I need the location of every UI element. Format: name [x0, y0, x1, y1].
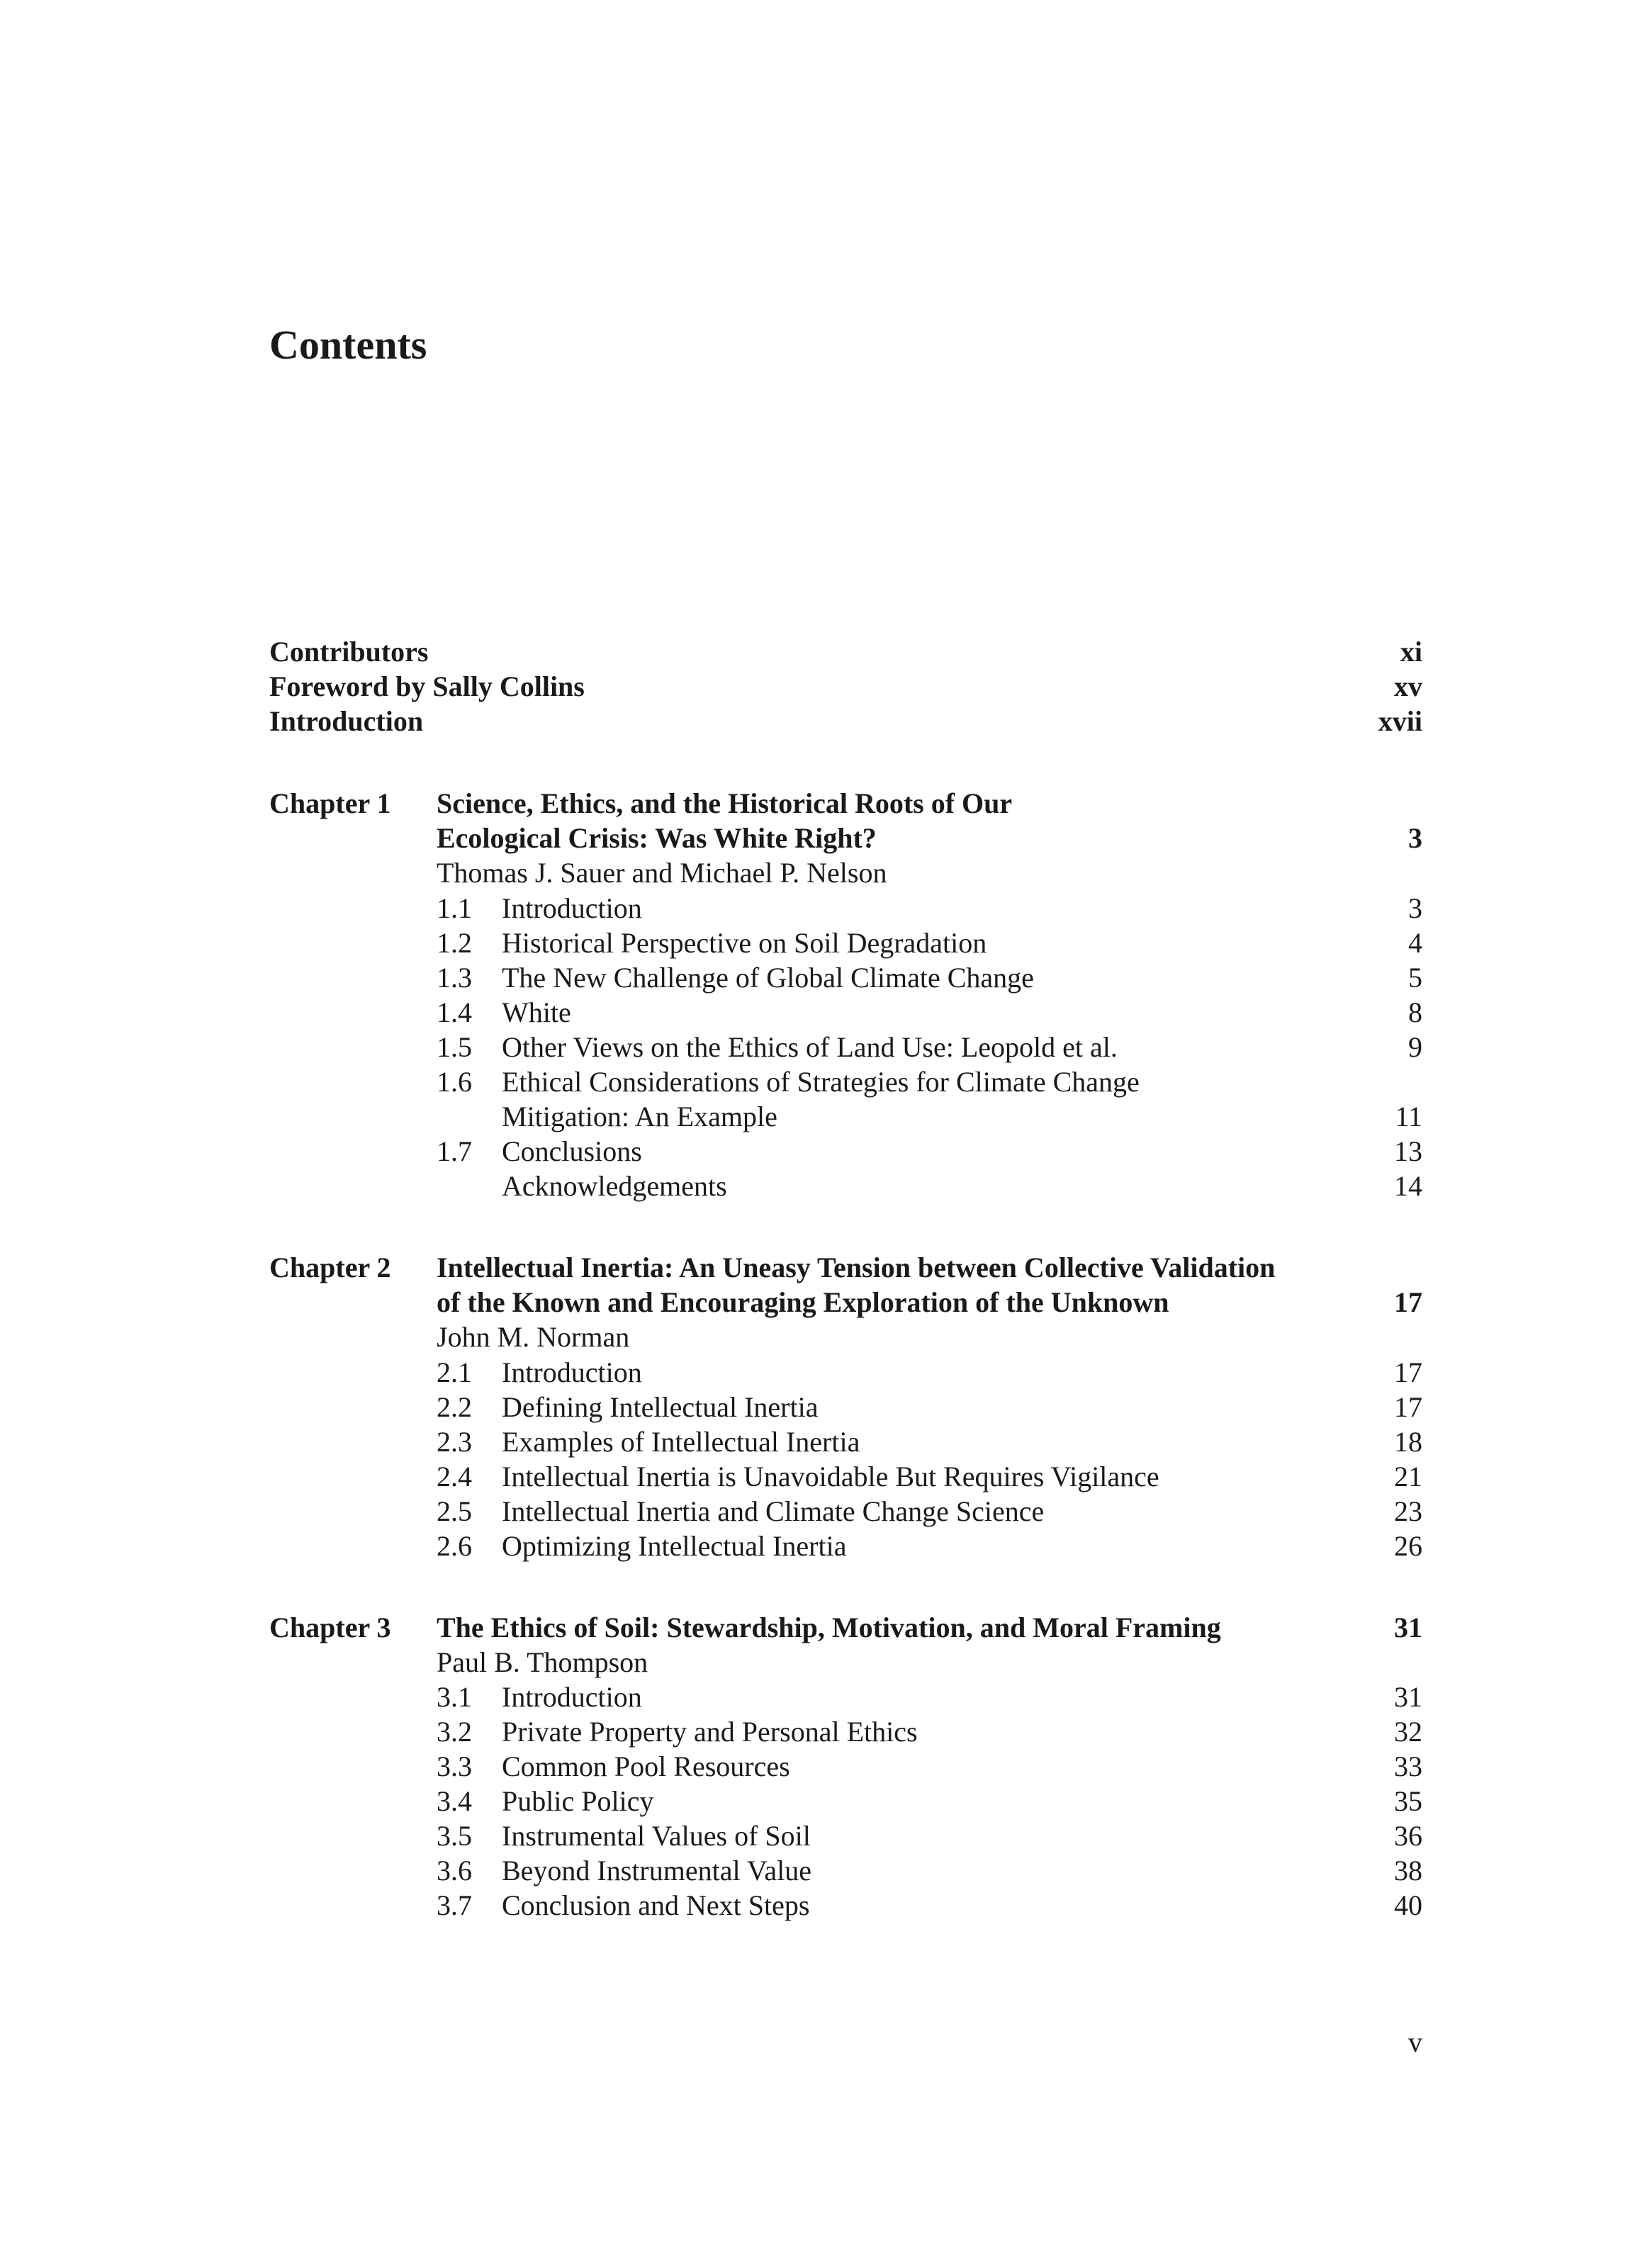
section-number: 1.5: [437, 1031, 472, 1063]
section-number: 2.4: [437, 1461, 472, 1492]
section-page: 14: [1394, 1170, 1422, 1202]
chapter-label: Chapter 2: [269, 1252, 391, 1283]
section-title: Instrumental Values of Soil: [502, 1820, 811, 1852]
chapter-title-line[interactable]: Ecological Crisis: Was White Right?: [437, 822, 877, 854]
section-title: Acknowledgements: [502, 1170, 727, 1202]
section-page: 8: [1408, 996, 1422, 1028]
section-title: Intellectual Inertia and Climate Change Science: [502, 1495, 1045, 1527]
section-page: 40: [1394, 1889, 1422, 1921]
section-title: The New Challenge of Global Climate Change: [502, 962, 1034, 994]
section-page: 21: [1394, 1461, 1422, 1492]
section-page: 33: [1394, 1750, 1422, 1782]
section-number: 3.3: [437, 1750, 472, 1782]
section-title: Intellectual Inertia is Unavoidable But Requires Vigilance: [502, 1461, 1159, 1492]
section-page: 3: [1408, 892, 1422, 924]
chapter-author: Paul B. Thompson: [437, 1646, 648, 1678]
section-number: 1.1: [437, 892, 472, 924]
section-number: 3.5: [437, 1820, 472, 1852]
chapter-page: 17: [1394, 1286, 1422, 1318]
section-page: 31: [1394, 1681, 1422, 1713]
section-number: 1.6: [437, 1066, 472, 1098]
section-title-continued: Mitigation: An Example: [502, 1101, 777, 1132]
section-title: Other Views on the Ethics of Land Use: Leopold et al.: [502, 1031, 1118, 1063]
section-number: 1.2: [437, 927, 472, 959]
section-title: Conclusion and Next Steps: [502, 1889, 810, 1921]
section-title: White: [502, 996, 571, 1028]
section-number: 1.4: [437, 996, 472, 1028]
section-title: Introduction: [502, 1681, 642, 1713]
section-page: 4: [1408, 927, 1422, 959]
section-page: 13: [1394, 1135, 1422, 1167]
section-page: 17: [1394, 1391, 1422, 1423]
section-number: 2.2: [437, 1391, 472, 1423]
chapter-title-line[interactable]: The Ethics of Soil: Stewardship, Motivation, and Moral Framing: [437, 1612, 1221, 1643]
section-number: 1.3: [437, 962, 472, 994]
chapter-title-line[interactable]: of the Known and Encouraging Exploration of the Unknown: [437, 1286, 1169, 1318]
section-page: 18: [1394, 1426, 1422, 1458]
section-title: Conclusions: [502, 1135, 642, 1167]
section-page: 36: [1394, 1820, 1422, 1852]
section-number: 1.7: [437, 1135, 472, 1167]
chapter-author: John M. Norman: [437, 1321, 630, 1353]
toc-entry-title: Contributors: [269, 636, 429, 668]
section-page: 17: [1394, 1356, 1422, 1388]
chapter-page: 3: [1408, 822, 1422, 854]
section-title: Beyond Instrumental Value: [502, 1855, 811, 1886]
toc-entry-page: xi: [1400, 636, 1422, 668]
section-number: 3.4: [437, 1785, 472, 1817]
chapter-page: 31: [1394, 1612, 1422, 1643]
section-number: 3.2: [437, 1716, 472, 1748]
toc-entry-title: Foreword by Sally Collins: [269, 670, 585, 702]
section-title: Introduction: [502, 892, 642, 924]
chapter-author: Thomas J. Sauer and Michael P. Nelson: [437, 857, 887, 889]
section-page: 26: [1394, 1530, 1422, 1562]
section-number: 2.5: [437, 1495, 472, 1527]
section-page: 38: [1394, 1855, 1422, 1886]
section-title: Ethical Considerations of Strategies for Climate Change: [502, 1066, 1140, 1098]
section-title: Introduction: [502, 1356, 642, 1388]
section-number: 3.6: [437, 1855, 472, 1886]
chapter-label: Chapter 1: [269, 787, 391, 819]
section-page: 32: [1394, 1716, 1422, 1748]
chapter-title-line[interactable]: Intellectual Inertia: An Uneasy Tension between Collective Validation: [437, 1252, 1276, 1283]
toc-entry-page: xv: [1394, 670, 1422, 702]
section-number: 2.1: [437, 1356, 472, 1388]
section-page: 23: [1394, 1495, 1422, 1527]
section-page: 11: [1395, 1101, 1422, 1132]
section-title: Common Pool Resources: [502, 1750, 790, 1782]
section-title: Defining Intellectual Inertia: [502, 1391, 819, 1423]
chapter-label: Chapter 3: [269, 1612, 391, 1643]
section-title: Examples of Intellectual Inertia: [502, 1426, 860, 1458]
section-page: 5: [1408, 962, 1422, 994]
chapter-title-line[interactable]: Science, Ethics, and the Historical Roots of Our: [437, 787, 1013, 819]
section-number: 3.1: [437, 1681, 472, 1713]
section-title: Public Policy: [502, 1785, 654, 1817]
section-title: Optimizing Intellectual Inertia: [502, 1530, 847, 1562]
page-folio: v: [1408, 2026, 1422, 2058]
page-title: Contents: [269, 322, 427, 368]
section-title: Private Property and Personal Ethics: [502, 1716, 918, 1748]
section-number: 2.6: [437, 1530, 472, 1562]
section-title: Historical Perspective on Soil Degradation: [502, 927, 987, 959]
section-page: 35: [1394, 1785, 1422, 1817]
section-number: 2.3: [437, 1426, 472, 1458]
toc-entry-title: Introduction: [269, 705, 424, 737]
toc-entry-page: xvii: [1378, 705, 1422, 737]
section-page: 9: [1408, 1031, 1422, 1063]
section-number: 3.7: [437, 1889, 472, 1921]
